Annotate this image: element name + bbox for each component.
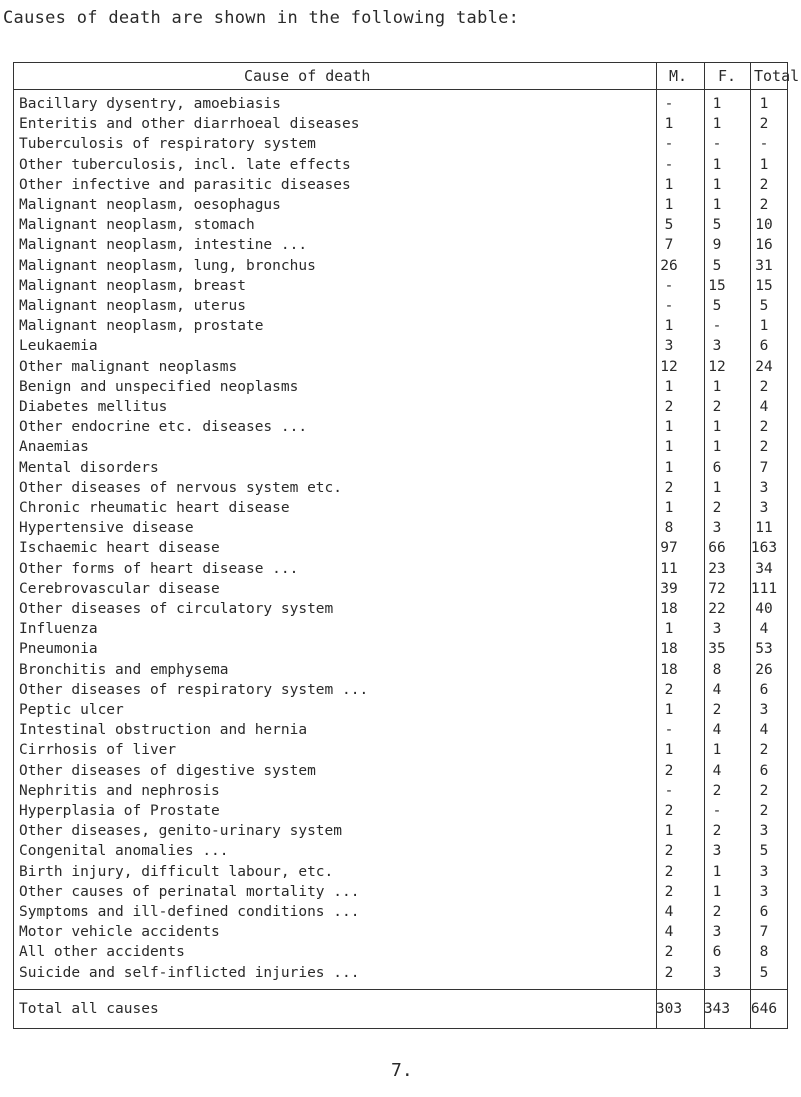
- total-cell: 6: [759, 338, 769, 355]
- total-all: 646: [750, 1001, 778, 1017]
- header-total: Total: [754, 67, 800, 85]
- total-cell: 2: [759, 439, 769, 456]
- cause-cell: Suicide and self-inflicted injuries ...: [19, 964, 360, 981]
- total-cell: 34: [755, 560, 773, 577]
- male-cell: 2: [664, 803, 674, 819]
- cause-cell: Bacillary dysentry, amoebiasis: [19, 96, 281, 112]
- total-cell: 16: [755, 237, 773, 254]
- table-row: [14, 134, 787, 156]
- cause-cell: Enteritis and other diarrhoeal diseases: [19, 116, 360, 133]
- female-cell: -: [712, 803, 722, 819]
- male-cell: 1: [664, 823, 674, 840]
- cause-cell: Other endocrine etc. diseases ...: [19, 419, 308, 436]
- table-row: [14, 559, 787, 581]
- total-cell: 2: [759, 742, 769, 759]
- table-row: [14, 841, 787, 863]
- male-cell: 1: [664, 197, 674, 213]
- causes-of-death-table: [13, 62, 800, 1029]
- table-row: [14, 639, 787, 661]
- cause-cell: Other diseases, genito-urinary system: [19, 823, 343, 840]
- table-row: [14, 377, 787, 399]
- cause-cell: Pneumonia: [19, 641, 98, 658]
- male-cell: 1: [664, 378, 674, 395]
- table-row: [14, 235, 787, 257]
- total-cell: 5: [759, 843, 769, 860]
- male-cell: 1: [664, 702, 674, 718]
- male-cell: 11: [660, 560, 678, 577]
- cause-cell: Birth injury, difficult labour, etc.: [19, 863, 334, 880]
- female-cell: 35: [708, 641, 726, 658]
- cause-cell: Hyperplasia of Prostate: [19, 803, 220, 819]
- total-female: 343: [703, 1001, 731, 1017]
- male-cell: 2: [664, 883, 674, 900]
- cause-cell: Other causes of perinatal mortality ...: [19, 883, 360, 900]
- total-cell: 3: [759, 883, 769, 900]
- cause-cell: Influenza: [19, 621, 98, 638]
- female-cell: 3: [712, 924, 722, 941]
- male-cell: 1: [664, 742, 674, 759]
- male-cell: 18: [660, 661, 678, 678]
- total-cell: 15: [755, 277, 773, 294]
- male-cell: 2: [664, 399, 674, 415]
- total-cell: 6: [759, 904, 769, 920]
- male-cell: -: [664, 298, 674, 314]
- male-cell: 3: [664, 338, 674, 355]
- total-cell: 31: [755, 257, 773, 274]
- male-cell: 1: [664, 500, 674, 516]
- table-row: [14, 761, 787, 783]
- cause-cell: Intestinal obstruction and hernia: [19, 722, 308, 739]
- female-cell: 66: [708, 540, 726, 557]
- cause-cell: Diabetes mellitus: [19, 399, 168, 415]
- cause-cell: Other infective and parasitic diseases: [19, 176, 351, 193]
- table-row: [14, 195, 787, 217]
- table-row: [14, 680, 787, 702]
- female-cell: 1: [712, 863, 722, 880]
- total-cell: 2: [759, 176, 769, 193]
- male-cell: -: [664, 136, 674, 153]
- total-cell: 24: [755, 358, 773, 375]
- male-cell: 8: [664, 520, 674, 537]
- table-row: [14, 882, 787, 904]
- male-cell: 2: [664, 681, 674, 698]
- table-row: [14, 579, 787, 601]
- female-cell: 8: [712, 661, 722, 678]
- table-row: [14, 538, 787, 560]
- table-row: [14, 437, 787, 459]
- table-row: [14, 114, 787, 136]
- total-cell: 163: [750, 540, 778, 557]
- table-row: [14, 175, 787, 197]
- male-cell: -: [664, 722, 674, 739]
- table-row: [14, 599, 787, 621]
- table-row: [14, 862, 787, 884]
- male-cell: 1: [664, 459, 674, 476]
- total-cell: 111: [750, 580, 778, 597]
- female-cell: 2: [712, 500, 722, 516]
- female-cell: 2: [712, 782, 722, 799]
- female-cell: 5: [712, 257, 722, 274]
- male-cell: 26: [660, 257, 678, 274]
- table-row: [14, 902, 787, 924]
- total-cell: 3: [759, 823, 769, 840]
- total-cell: 7: [759, 459, 769, 476]
- page-number: 7.: [391, 1060, 413, 1081]
- male-cell: 1: [664, 318, 674, 335]
- female-cell: 2: [712, 702, 722, 718]
- cause-cell: Cirrhosis of liver: [19, 742, 177, 759]
- female-cell: 1: [712, 742, 722, 759]
- female-cell: 4: [712, 762, 722, 779]
- cause-cell: Tuberculosis of respiratory system: [19, 136, 316, 153]
- cause-cell: Other diseases of respiratory system ...: [19, 681, 369, 698]
- table-row: [14, 801, 787, 823]
- intro-text: Causes of death are shown in the following table:: [3, 8, 520, 28]
- total-cell: 2: [759, 419, 769, 436]
- total-cell: 1: [759, 96, 769, 112]
- male-cell: -: [664, 96, 674, 112]
- total-row: [14, 999, 787, 1023]
- male-cell: 97: [660, 540, 678, 557]
- table-row: [14, 458, 787, 480]
- table-row: [14, 357, 787, 379]
- table-row: [14, 296, 787, 318]
- cause-cell: Other diseases of circulatory system: [19, 601, 334, 617]
- female-cell: 72: [708, 580, 726, 597]
- table-row: [14, 478, 787, 500]
- female-cell: 1: [712, 176, 722, 193]
- male-cell: 18: [660, 601, 678, 617]
- female-cell: 1: [712, 883, 722, 900]
- table-row: [14, 740, 787, 762]
- total-cell: 53: [755, 641, 773, 658]
- female-cell: 1: [712, 116, 722, 133]
- table-row: [14, 397, 787, 419]
- total-cell: 7: [759, 924, 769, 941]
- cause-cell: Leukaemia: [19, 338, 98, 355]
- total-cell: 1: [759, 156, 769, 173]
- female-cell: 1: [712, 439, 722, 456]
- cause-cell: Cerebrovascular disease: [19, 580, 220, 597]
- cause-cell: Anaemias: [19, 439, 89, 456]
- total-cell: 5: [759, 964, 769, 981]
- female-cell: 23: [708, 560, 726, 577]
- cause-cell: Motor vehicle accidents: [19, 924, 220, 941]
- total-cell: 2: [759, 116, 769, 133]
- total-cell: 6: [759, 681, 769, 698]
- female-cell: 2: [712, 823, 722, 840]
- table-row: [14, 619, 787, 641]
- cause-cell: Malignant neoplasm, breast: [19, 277, 246, 294]
- male-cell: 2: [664, 944, 674, 961]
- total-cell: 2: [759, 378, 769, 395]
- cause-cell: Ischaemic heart disease: [19, 540, 220, 557]
- female-cell: 6: [712, 459, 722, 476]
- cause-cell: Malignant neoplasm, prostate: [19, 318, 264, 335]
- total-cell: 4: [759, 722, 769, 739]
- female-cell: 1: [712, 197, 722, 213]
- table-row: [14, 336, 787, 358]
- female-cell: 3: [712, 843, 722, 860]
- total-cell: 2: [759, 803, 769, 819]
- total-cell: 2: [759, 782, 769, 799]
- female-cell: 2: [712, 399, 722, 415]
- cause-cell: Mental disorders: [19, 459, 159, 476]
- male-cell: 4: [664, 924, 674, 941]
- total-cell: 5: [759, 298, 769, 314]
- total-cell: 4: [759, 399, 769, 415]
- male-cell: 39: [660, 580, 678, 597]
- cause-cell: All other accidents: [19, 944, 185, 961]
- male-cell: 2: [664, 843, 674, 860]
- cause-cell: Nephritis and nephrosis: [19, 782, 220, 799]
- total-cell: 10: [755, 217, 773, 234]
- cause-cell: Malignant neoplasm, oesophagus: [19, 197, 281, 213]
- total-cell: 3: [759, 479, 769, 496]
- female-cell: 3: [712, 621, 722, 638]
- female-cell: 3: [712, 520, 722, 537]
- female-cell: 1: [712, 378, 722, 395]
- male-cell: 1: [664, 621, 674, 638]
- cause-cell: Peptic ulcer: [19, 702, 124, 718]
- total-cell: 1: [759, 318, 769, 335]
- male-cell: 18: [660, 641, 678, 658]
- cause-cell: Hypertensive disease: [19, 520, 194, 537]
- table-row: [14, 256, 787, 278]
- cause-cell: Other diseases of digestive system: [19, 762, 316, 779]
- cause-cell: Other forms of heart disease ...: [19, 560, 299, 577]
- female-cell: 5: [712, 298, 722, 314]
- total-cell: 3: [759, 863, 769, 880]
- table-row: [14, 942, 787, 964]
- total-cell: 6: [759, 762, 769, 779]
- female-cell: 22: [708, 601, 726, 617]
- female-cell: 15: [708, 277, 726, 294]
- female-cell: 5: [712, 217, 722, 234]
- table-row: [14, 155, 787, 177]
- female-cell: 3: [712, 338, 722, 355]
- cause-cell: Benign and unspecified neoplasms: [19, 378, 299, 395]
- total-cell: 2: [759, 197, 769, 213]
- female-cell: 1: [712, 419, 722, 436]
- table-row: [14, 720, 787, 742]
- female-cell: 1: [712, 96, 722, 112]
- header-cause: Cause of death: [244, 67, 371, 85]
- cause-cell: Other diseases of nervous system etc.: [19, 479, 343, 496]
- table-row: [14, 215, 787, 237]
- female-cell: 2: [712, 904, 722, 920]
- male-cell: 1: [664, 439, 674, 456]
- male-cell: 1: [664, 176, 674, 193]
- cause-cell: Bronchitis and emphysema: [19, 661, 229, 678]
- total-cell: 26: [755, 661, 773, 678]
- table-row: [14, 963, 787, 985]
- total-label: Total all causes: [19, 1001, 159, 1017]
- female-cell: 1: [712, 156, 722, 173]
- cause-cell: Malignant neoplasm, stomach: [19, 217, 255, 234]
- total-cell: 8: [759, 944, 769, 961]
- female-cell: 12: [708, 358, 726, 375]
- total-cell: 4: [759, 621, 769, 638]
- male-cell: 1: [664, 419, 674, 436]
- table-row: [14, 518, 787, 540]
- total-cell: 3: [759, 702, 769, 718]
- table-row: [14, 276, 787, 298]
- male-cell: 2: [664, 863, 674, 880]
- cause-cell: Chronic rheumatic heart disease: [19, 500, 290, 516]
- male-cell: -: [664, 277, 674, 294]
- male-cell: 2: [664, 479, 674, 496]
- table-row: [14, 821, 787, 843]
- header-female: F.: [718, 67, 737, 85]
- table-row: [14, 700, 787, 722]
- cause-cell: Symptoms and ill-defined conditions ...: [19, 904, 360, 920]
- male-cell: 7: [664, 237, 674, 254]
- male-cell: -: [664, 156, 674, 173]
- male-cell: 4: [664, 904, 674, 920]
- male-cell: 1: [664, 116, 674, 133]
- female-cell: 9: [712, 237, 722, 254]
- male-cell: 12: [660, 358, 678, 375]
- cause-cell: Congenital anomalies ...: [19, 843, 229, 860]
- male-cell: 5: [664, 217, 674, 234]
- total-cell: 11: [755, 520, 773, 537]
- female-cell: 6: [712, 944, 722, 961]
- total-cell: -: [759, 136, 769, 153]
- total-male: 303: [655, 1001, 683, 1017]
- male-cell: 2: [664, 964, 674, 981]
- cause-cell: Malignant neoplasm, lung, bronchus: [19, 257, 316, 274]
- male-cell: 2: [664, 762, 674, 779]
- total-cell: 3: [759, 500, 769, 516]
- female-cell: 4: [712, 722, 722, 739]
- female-cell: -: [712, 136, 722, 153]
- female-cell: 3: [712, 964, 722, 981]
- cause-cell: Other malignant neoplasms: [19, 358, 238, 375]
- male-cell: -: [664, 782, 674, 799]
- female-cell: 4: [712, 681, 722, 698]
- female-cell: -: [712, 318, 722, 335]
- cause-cell: Malignant neoplasm, uterus: [19, 298, 246, 314]
- header-male: M.: [669, 67, 688, 85]
- table-row: [14, 498, 787, 520]
- cause-cell: Malignant neoplasm, intestine ...: [19, 237, 308, 254]
- total-cell: 40: [755, 601, 773, 617]
- table-row: [14, 781, 787, 803]
- table-row: [14, 94, 787, 116]
- female-cell: 1: [712, 479, 722, 496]
- table-row: [14, 316, 787, 338]
- cause-cell: Other tuberculosis, incl. late effects: [19, 156, 351, 173]
- table-row: [14, 660, 787, 682]
- table-row: [14, 922, 787, 944]
- table-row: [14, 417, 787, 439]
